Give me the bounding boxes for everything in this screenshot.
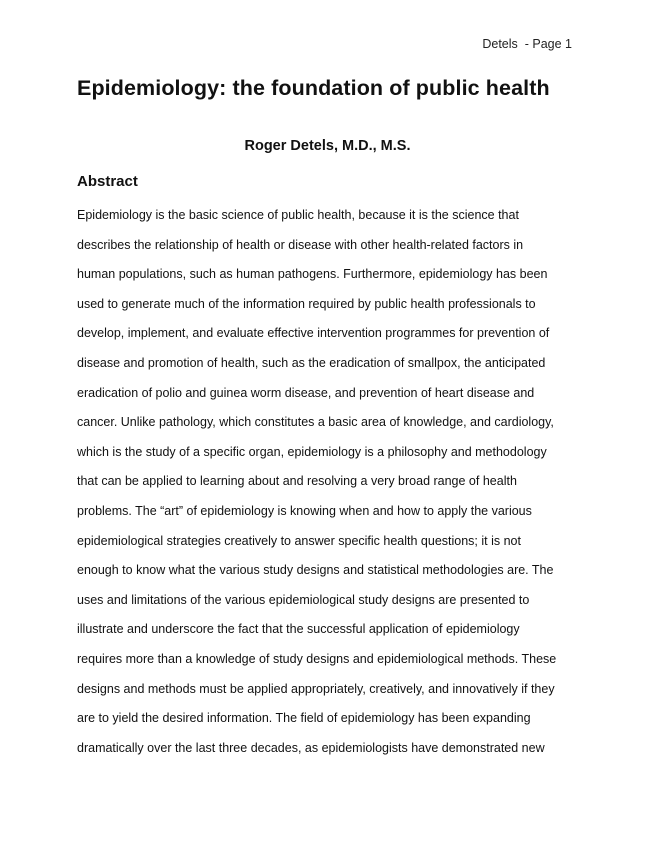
abstract-line: enough to know what the various study designs and statistical methodologies are. The (77, 563, 554, 578)
abstract-line: dramatically over the last three decades, as epidemiologists have demonstrated new (77, 740, 545, 755)
running-header: Detels - Page 1 (482, 37, 572, 51)
abstract-line: requires more than a knowledge of study designs and epidemiological methods. These (77, 651, 557, 666)
abstract-line: epidemiological strategies creatively to answer specific health questions; it is not (77, 533, 521, 548)
abstract-line: develop, implement, and evaluate effective intervention programmes for prevention of (77, 326, 550, 341)
abstract-line: that can be applied to learning about and resolving a very broad range of health (77, 474, 517, 489)
document-title: Epidemiology: the foundation of public health (77, 76, 550, 100)
author-byline: Roger Detels, M.D., M.S. (244, 138, 411, 154)
abstract-body (77, 206, 577, 768)
abstract-line: Epidemiology is the basic science of public health, because it is the science that (77, 208, 519, 222)
abstract-line: designs and methods must be applied appropriately, creatively, and innovatively if they (77, 681, 555, 696)
abstract-line: describes the relationship of health or disease with other health-related factors in (77, 237, 524, 252)
abstract-heading: Abstract (77, 173, 138, 190)
abstract-line: are to yield the desired information. The field of epidemiology has been expanding (77, 711, 531, 726)
abstract-line: disease and promotion of health, such as the eradication of smallpox, the anticipated (77, 355, 546, 370)
abstract-line: which is the study of a specific organ, epidemiology is a philosophy and methodology (77, 444, 547, 459)
abstract-line: problems. The “art” of epidemiology is knowing when and how to apply the various (77, 503, 532, 518)
abstract-line: used to generate much of the information required by public health professionals to (77, 296, 536, 311)
abstract-line: human populations, such as human pathogens. Furthermore, epidemiology has been (77, 267, 548, 282)
abstract-line: cancer. Unlike pathology, which constitutes a basic area of knowledge, and cardiology, (77, 415, 554, 430)
abstract-line: eradication of polio and guinea worm disease, and prevention of heart disease and (77, 385, 535, 400)
abstract-line: illustrate and underscore the fact that the successful application of epidemiology (77, 622, 520, 637)
abstract-line: uses and limitations of the various epidemiological study designs are presented to (77, 592, 530, 607)
